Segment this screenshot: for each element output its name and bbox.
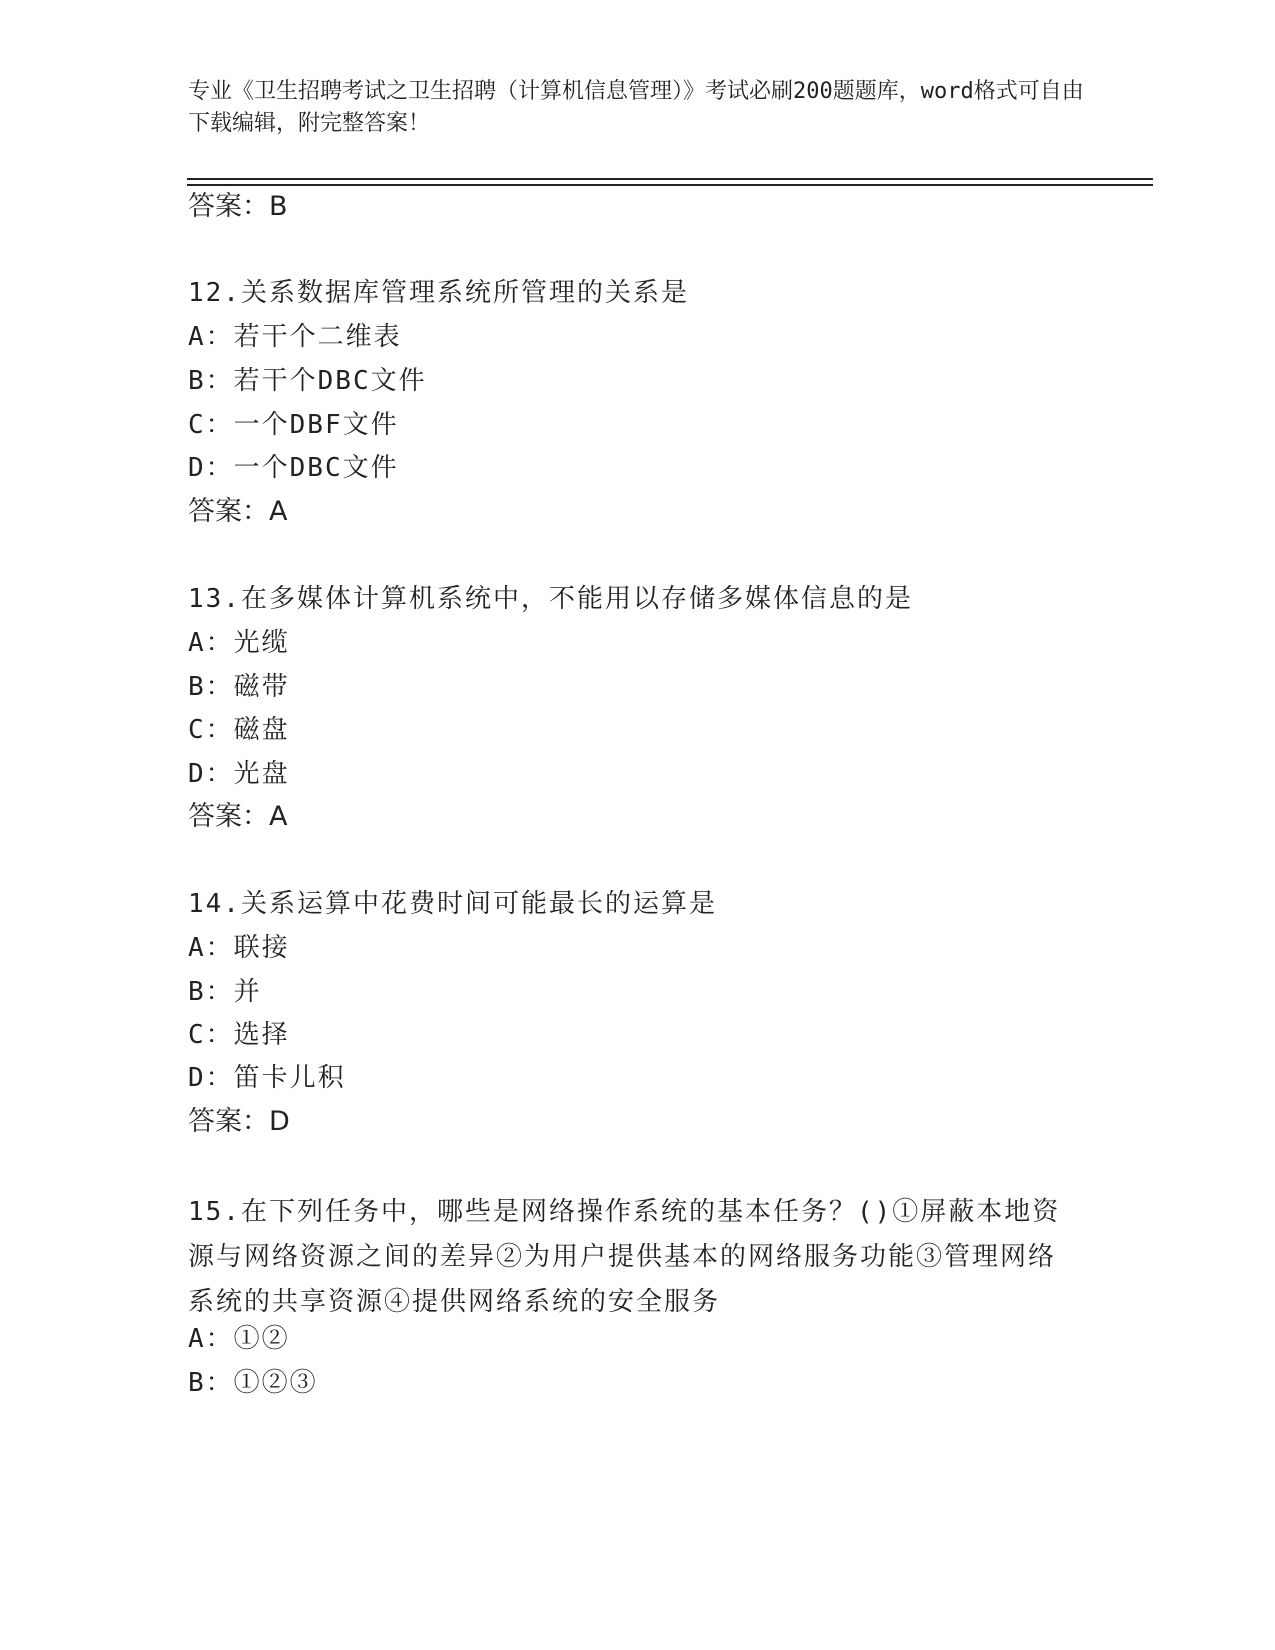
header-divider-bottom [187, 184, 1153, 186]
question-15-option-a: A：①② [188, 1324, 290, 1354]
question-12-option-a: A：若干个二维表 [188, 322, 402, 352]
answer-13: 答案：A [188, 801, 288, 832]
answer-11: 答案：B [188, 191, 288, 222]
question-12-stem: 12.关系数据库管理系统所管理的关系是 [188, 278, 689, 308]
answer-14: 答案：D [188, 1106, 290, 1137]
question-13-option-c: C：磁盘 [188, 715, 290, 745]
question-15-option-b: B：①②③ [188, 1368, 318, 1398]
question-13-option-b: B：磁带 [188, 672, 290, 702]
question-12-option-b: B：若干个DBC文件 [188, 366, 427, 396]
question-14-option-c: C：选择 [188, 1020, 290, 1050]
question-14-option-d: D：笛卡儿积 [188, 1063, 346, 1093]
document-header: 专业《卫生招聘考试之卫生招聘（计算机信息管理）》考试必刷200题题库，word格式可自由下载编辑，附完整答案！ [188, 79, 1084, 136]
question-14-option-a: A：联接 [188, 933, 290, 963]
question-12-option-d: D：一个DBC文件 [188, 453, 399, 483]
question-13-option-d: D：光盘 [188, 759, 290, 789]
question-12-option-c: C：一个DBF文件 [188, 410, 399, 440]
question-14-option-b: B：并 [188, 977, 262, 1007]
question-14-stem: 14.关系运算中花费时间可能最长的运算是 [188, 889, 717, 919]
question-15-stem: 15.在下列任务中，哪些是网络操作系统的基本任务？()①屏蔽本地资源与网络资源之间的差异②为用户提供基本的网络服务功能③管理网络系统的共享资源④提供网络系统的安全服务 [188, 1197, 1061, 1317]
header-divider-top [187, 178, 1153, 180]
answer-12: 答案：A [188, 496, 288, 527]
question-13-stem: 13.在多媒体计算机系统中，不能用以存储多媒体信息的是 [188, 584, 913, 614]
question-13-option-a: A：光缆 [188, 628, 290, 658]
